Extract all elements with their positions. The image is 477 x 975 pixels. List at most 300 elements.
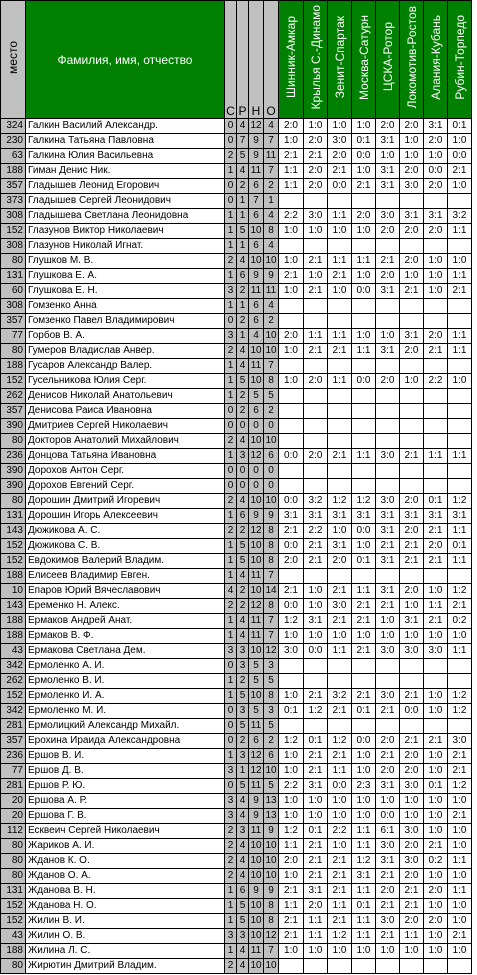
score-cell: 1:2	[328, 734, 352, 749]
stat-cell: 11	[249, 779, 264, 794]
place-cell: 236	[1, 449, 26, 464]
score-cell: 2:1	[279, 269, 304, 284]
stat-cell: 2	[225, 959, 237, 974]
score-cell: 2:1	[328, 854, 352, 869]
score-cell: 2:1	[376, 899, 400, 914]
score-cell: 3:1	[400, 614, 424, 629]
stat-cell: 4	[237, 809, 249, 824]
score-cell: 2:1	[352, 614, 376, 629]
stat-cell: 6	[249, 734, 264, 749]
score-cell: 0:1	[448, 539, 472, 554]
score-cell	[400, 479, 424, 494]
score-cell: 1:1	[448, 224, 472, 239]
name-cell: Евдокимов Валерий Владим.	[26, 554, 225, 569]
score-cell: 2:1	[448, 599, 472, 614]
score-cell	[448, 719, 472, 734]
score-cell: 1:0	[424, 929, 448, 944]
score-cell: 2:0	[424, 224, 448, 239]
table-row	[1, 224, 472, 239]
score-cell	[328, 674, 352, 689]
score-cell: 2:1	[448, 284, 472, 299]
score-cell: 1:0	[400, 629, 424, 644]
score-cell: 2:1	[279, 914, 304, 929]
stat-cell: 11	[249, 944, 264, 959]
team-header: Локомотив-Ростов	[400, 1, 424, 119]
name-cell: Галкина Юлия Васильевна	[26, 149, 225, 164]
name-cell: Докторов Анатолий Михайлович	[26, 434, 225, 449]
stat-cell: 0	[264, 479, 279, 494]
place-cell: 152	[1, 689, 26, 704]
stat-cell: 2	[237, 389, 249, 404]
score-cell: 1:1	[279, 164, 304, 179]
score-cell: 3:1	[376, 524, 400, 539]
score-cell	[400, 659, 424, 674]
score-cell: 2:1	[352, 599, 376, 614]
score-cell: 0:1	[304, 734, 328, 749]
stat-cell: 0	[249, 464, 264, 479]
score-cell: 1:0	[304, 269, 328, 284]
score-cell	[376, 659, 400, 674]
place-cell: 43	[1, 929, 26, 944]
stat-cell: 13	[264, 794, 279, 809]
place-cell: 390	[1, 479, 26, 494]
stat-cell: 10	[249, 494, 264, 509]
score-cell: 2:0	[400, 344, 424, 359]
stat-cell: 7	[264, 359, 279, 374]
stat-cell: 2	[225, 854, 237, 869]
score-cell: 1:0	[400, 269, 424, 284]
table-body	[1, 119, 472, 974]
score-cell: 3:1	[279, 509, 304, 524]
name-cell: Денисова Раиса Ивановна	[26, 404, 225, 419]
stat-cell: 10	[249, 434, 264, 449]
team-header: Москва-Сатурн	[352, 1, 376, 119]
score-cell: 3:1	[376, 284, 400, 299]
score-cell: 0:1	[424, 779, 448, 794]
table-row	[1, 824, 472, 839]
score-cell	[352, 674, 376, 689]
stat-cell: 8	[264, 374, 279, 389]
score-cell	[400, 239, 424, 254]
score-cell	[328, 194, 352, 209]
score-cell	[448, 419, 472, 434]
table-row	[1, 344, 472, 359]
stat-cell: 1	[225, 374, 237, 389]
name-cell: Дорошин Игорь Алексеевич	[26, 509, 225, 524]
score-cell: 2:0	[376, 734, 400, 749]
score-cell: 1:0	[424, 689, 448, 704]
score-cell: 0:0	[304, 644, 328, 659]
score-cell	[328, 959, 352, 974]
score-cell: 1:0	[424, 824, 448, 839]
score-cell	[328, 389, 352, 404]
score-cell: 1:1	[328, 329, 352, 344]
stat-cell: 5	[249, 704, 264, 719]
score-cell: 1:0	[448, 794, 472, 809]
score-cell: 0:0	[424, 164, 448, 179]
table-row	[1, 434, 472, 449]
score-cell: 3:0	[400, 179, 424, 194]
table-row	[1, 944, 472, 959]
stat-cell: 4	[237, 854, 249, 869]
score-cell: 1:1	[352, 839, 376, 854]
stat-cell: 1	[225, 569, 237, 584]
place-cell: 80	[1, 344, 26, 359]
table-row	[1, 209, 472, 224]
stat-cell: 3	[237, 749, 249, 764]
score-cell: 2:1	[376, 599, 400, 614]
score-cell	[352, 359, 376, 374]
stat-cell: 0	[225, 134, 237, 149]
stat-cell: 6	[249, 239, 264, 254]
score-cell: 1:1	[400, 929, 424, 944]
score-cell: 0:1	[352, 134, 376, 149]
score-cell: 2:0	[376, 374, 400, 389]
score-cell: 2:1	[328, 344, 352, 359]
score-cell: 2:0	[424, 179, 448, 194]
score-cell	[304, 719, 328, 734]
stat-cell: 8	[264, 599, 279, 614]
score-cell: 2:2	[304, 524, 328, 539]
place-cell: 20	[1, 794, 26, 809]
place-cell: 262	[1, 674, 26, 689]
stat-cell: 4	[237, 494, 249, 509]
stat-cell: 4	[237, 794, 249, 809]
place-cell: 342	[1, 704, 26, 719]
table-row	[1, 734, 472, 749]
score-cell: 2:1	[304, 554, 328, 569]
score-cell: 0:0	[352, 374, 376, 389]
score-cell	[376, 479, 400, 494]
score-cell: 2:1	[400, 734, 424, 749]
score-cell	[400, 464, 424, 479]
stat-cell: 2	[264, 314, 279, 329]
score-cell	[424, 674, 448, 689]
score-cell: 2:0	[304, 164, 328, 179]
place-cell: 281	[1, 719, 26, 734]
score-cell: 0:2	[448, 614, 472, 629]
name-cell: Жариков А. И.	[26, 839, 225, 854]
score-cell: 2:1	[328, 884, 352, 899]
score-cell	[376, 239, 400, 254]
place-cell: 77	[1, 764, 26, 779]
table-row	[1, 779, 472, 794]
score-cell: 1:1	[279, 899, 304, 914]
stat-cell: 10	[249, 224, 264, 239]
table-row	[1, 569, 472, 584]
place-cell: 77	[1, 329, 26, 344]
table-row	[1, 254, 472, 269]
table-row	[1, 284, 472, 299]
stat-cell: 5	[237, 554, 249, 569]
score-cell: 1:0	[424, 149, 448, 164]
score-cell: 1:2	[328, 494, 352, 509]
score-cell: 2:1	[376, 704, 400, 719]
stat-cell: 10	[264, 839, 279, 854]
table-row	[1, 929, 472, 944]
score-cell: 3:1	[376, 179, 400, 194]
score-cell: 1:0	[279, 809, 304, 824]
stat-cell: 11	[249, 569, 264, 584]
stat-cell: 4	[264, 119, 279, 134]
stat-cell: 2	[225, 824, 237, 839]
name-cell: Ермоленко В. И.	[26, 674, 225, 689]
score-cell: 6:1	[376, 824, 400, 839]
name-cell: Гумеров Владислав Анвер.	[26, 344, 225, 359]
score-cell: 2:1	[304, 539, 328, 554]
score-cell	[448, 194, 472, 209]
score-cell: 1:1	[328, 209, 352, 224]
stat-cell: 5	[237, 689, 249, 704]
score-cell	[328, 299, 352, 314]
place-cell: 63	[1, 149, 26, 164]
score-cell	[328, 419, 352, 434]
score-cell: 3:1	[424, 119, 448, 134]
stat-cell: 5	[264, 779, 279, 794]
score-cell	[448, 314, 472, 329]
score-cell: 2:0	[352, 209, 376, 224]
score-cell: 2:1	[448, 809, 472, 824]
score-cell: 2:1	[448, 749, 472, 764]
score-cell	[304, 359, 328, 374]
score-cell: 2:1	[304, 689, 328, 704]
place-cell: 80	[1, 959, 26, 974]
score-cell: 1:0	[279, 944, 304, 959]
score-cell: 3:1	[376, 584, 400, 599]
stat-cell: 11	[249, 629, 264, 644]
score-cell: 1:0	[424, 704, 448, 719]
stat-header-points: О	[264, 1, 279, 119]
score-cell: 2:1	[400, 554, 424, 569]
score-cell: 1:0	[352, 794, 376, 809]
score-cell: 1:0	[352, 944, 376, 959]
score-cell	[376, 569, 400, 584]
score-cell	[376, 404, 400, 419]
stat-cell: 1	[237, 299, 249, 314]
score-cell: 1:0	[424, 284, 448, 299]
score-cell: 2:1	[352, 179, 376, 194]
score-cell: 1:0	[448, 374, 472, 389]
score-cell	[376, 314, 400, 329]
score-cell	[352, 464, 376, 479]
score-cell: 1:0	[279, 629, 304, 644]
stat-cell: 0	[225, 704, 237, 719]
stat-cell: 10	[249, 374, 264, 389]
score-cell: 2:0	[400, 869, 424, 884]
table-row	[1, 959, 472, 974]
place-cell: 80	[1, 839, 26, 854]
score-cell: 3:1	[376, 854, 400, 869]
table-row	[1, 359, 472, 374]
score-cell: 2:0	[376, 884, 400, 899]
stat-cell: 1	[237, 209, 249, 224]
stat-cell: 5	[264, 389, 279, 404]
score-cell: 2:1	[376, 539, 400, 554]
name-header: Фамилия, имя, отчество	[26, 1, 225, 119]
stat-cell: 14	[264, 584, 279, 599]
score-cell: 2:0	[400, 524, 424, 539]
stat-cell: 7	[249, 194, 264, 209]
score-cell: 1:0	[304, 599, 328, 614]
stat-cell: 12	[249, 119, 264, 134]
score-cell: 1:0	[400, 599, 424, 614]
score-cell	[279, 464, 304, 479]
stat-cell: 8	[264, 899, 279, 914]
score-cell: 1:0	[304, 794, 328, 809]
name-cell: Гусаров Александр Валер.	[26, 359, 225, 374]
table-row	[1, 809, 472, 824]
score-cell: 1:2	[352, 494, 376, 509]
score-cell: 2:3	[352, 779, 376, 794]
name-cell: Жирютин Дмитрий Владим.	[26, 959, 225, 974]
score-cell: 2:0	[304, 374, 328, 389]
score-cell: 1:1	[448, 344, 472, 359]
stat-cell: 7	[264, 629, 279, 644]
stat-cell: 0	[225, 119, 237, 134]
stat-cell: 1	[225, 749, 237, 764]
score-cell: 0:0	[279, 599, 304, 614]
stat-cell: 1	[225, 899, 237, 914]
score-cell: 2:0	[400, 584, 424, 599]
stat-cell: 0	[225, 419, 237, 434]
score-cell	[352, 959, 376, 974]
stat-cell: 1	[225, 944, 237, 959]
score-cell: 3:0	[376, 689, 400, 704]
stat-cell: 5	[237, 374, 249, 389]
score-cell	[304, 569, 328, 584]
name-cell: Гиман Денис Ник.	[26, 164, 225, 179]
score-cell: 3:1	[376, 164, 400, 179]
team-header: ЦСКА-Ротор	[376, 1, 400, 119]
name-cell: Глушкова Е. Н.	[26, 284, 225, 299]
score-cell	[279, 194, 304, 209]
score-cell	[328, 569, 352, 584]
score-cell: 0:1	[279, 704, 304, 719]
score-cell	[424, 659, 448, 674]
score-cell: 2:1	[328, 269, 352, 284]
stat-cell: 0	[225, 404, 237, 419]
score-cell: 1:1	[448, 269, 472, 284]
name-cell: Гладышев Сергей Леонидович	[26, 194, 225, 209]
stat-cell: 4	[237, 344, 249, 359]
score-cell: 3:1	[328, 539, 352, 554]
name-cell: Жданова В. Н.	[26, 884, 225, 899]
stat-cell: 9	[264, 884, 279, 899]
stat-cell: 4	[264, 209, 279, 224]
score-cell: 1:1	[328, 899, 352, 914]
stat-cell: 0	[225, 479, 237, 494]
score-cell: 1:1	[352, 584, 376, 599]
score-cell	[376, 299, 400, 314]
stat-header-diff: Р	[237, 1, 249, 119]
name-cell: Гомзенко Павел Владимирович	[26, 314, 225, 329]
score-cell: 1:0	[448, 839, 472, 854]
stat-cell: 5	[237, 149, 249, 164]
stat-cell: 1	[237, 239, 249, 254]
score-cell: 2:2	[279, 779, 304, 794]
stat-cell: 4	[237, 614, 249, 629]
score-cell: 1:1	[448, 329, 472, 344]
score-cell	[279, 419, 304, 434]
score-cell: 1:2	[328, 929, 352, 944]
name-cell: Жданов О. А.	[26, 869, 225, 884]
score-cell: 1:0	[424, 899, 448, 914]
score-cell: 1:0	[376, 149, 400, 164]
score-cell: 0:1	[352, 704, 376, 719]
stat-cell: 1	[225, 449, 237, 464]
score-cell: 3:0	[376, 644, 400, 659]
table-row	[1, 584, 472, 599]
score-cell: 1:2	[448, 704, 472, 719]
score-cell: 1:1	[352, 344, 376, 359]
stat-cell: 2	[225, 599, 237, 614]
stat-cell: 5	[237, 224, 249, 239]
score-cell: 0:0	[376, 809, 400, 824]
stat-cell: 11	[249, 719, 264, 734]
stat-cell: 6	[249, 179, 264, 194]
table-row	[1, 839, 472, 854]
table-row	[1, 449, 472, 464]
stat-cell: 1	[225, 614, 237, 629]
score-cell	[424, 194, 448, 209]
score-cell: 1:0	[376, 614, 400, 629]
score-cell: 1:0	[328, 794, 352, 809]
stat-cell: 5	[237, 539, 249, 554]
stat-cell: 0	[225, 659, 237, 674]
score-cell: 2:0	[400, 914, 424, 929]
score-cell: 1:0	[448, 179, 472, 194]
place-cell: 188	[1, 944, 26, 959]
score-cell: 1:0	[304, 224, 328, 239]
stat-cell: 8	[264, 524, 279, 539]
score-cell: 2:0	[400, 764, 424, 779]
score-cell: 2:1	[376, 929, 400, 944]
stat-cell: 0	[225, 314, 237, 329]
score-cell: 3:1	[448, 509, 472, 524]
score-cell: 1:0	[424, 629, 448, 644]
stat-cell: 1	[237, 194, 249, 209]
team-header: Зенит-Спартак	[328, 1, 352, 119]
score-cell: 2:1	[304, 854, 328, 869]
score-cell: 1:0	[424, 809, 448, 824]
place-cell: 236	[1, 749, 26, 764]
stat-cell: 0	[225, 719, 237, 734]
stat-cell: 2	[237, 284, 249, 299]
stat-cell: 9	[249, 149, 264, 164]
score-cell: 2:1	[424, 524, 448, 539]
stat-cell: 3	[264, 659, 279, 674]
score-cell: 3:1	[376, 344, 400, 359]
stat-cell: 4	[237, 959, 249, 974]
stat-cell: 10	[264, 344, 279, 359]
score-cell: 2:1	[279, 584, 304, 599]
score-cell: 2:0	[279, 329, 304, 344]
score-cell: 2:1	[304, 749, 328, 764]
stat-cell: 4	[264, 239, 279, 254]
score-cell	[448, 479, 472, 494]
score-cell: 1:0	[279, 254, 304, 269]
stat-cell: 10	[264, 959, 279, 974]
stat-cell: 2	[225, 524, 237, 539]
score-cell: 1:0	[304, 944, 328, 959]
score-cell	[279, 239, 304, 254]
stat-cell: 0	[237, 479, 249, 494]
score-cell: 2:0	[279, 554, 304, 569]
score-cell: 2:1	[328, 584, 352, 599]
score-cell: 3:2	[448, 209, 472, 224]
table-row	[1, 404, 472, 419]
stat-cell: 3	[237, 449, 249, 464]
